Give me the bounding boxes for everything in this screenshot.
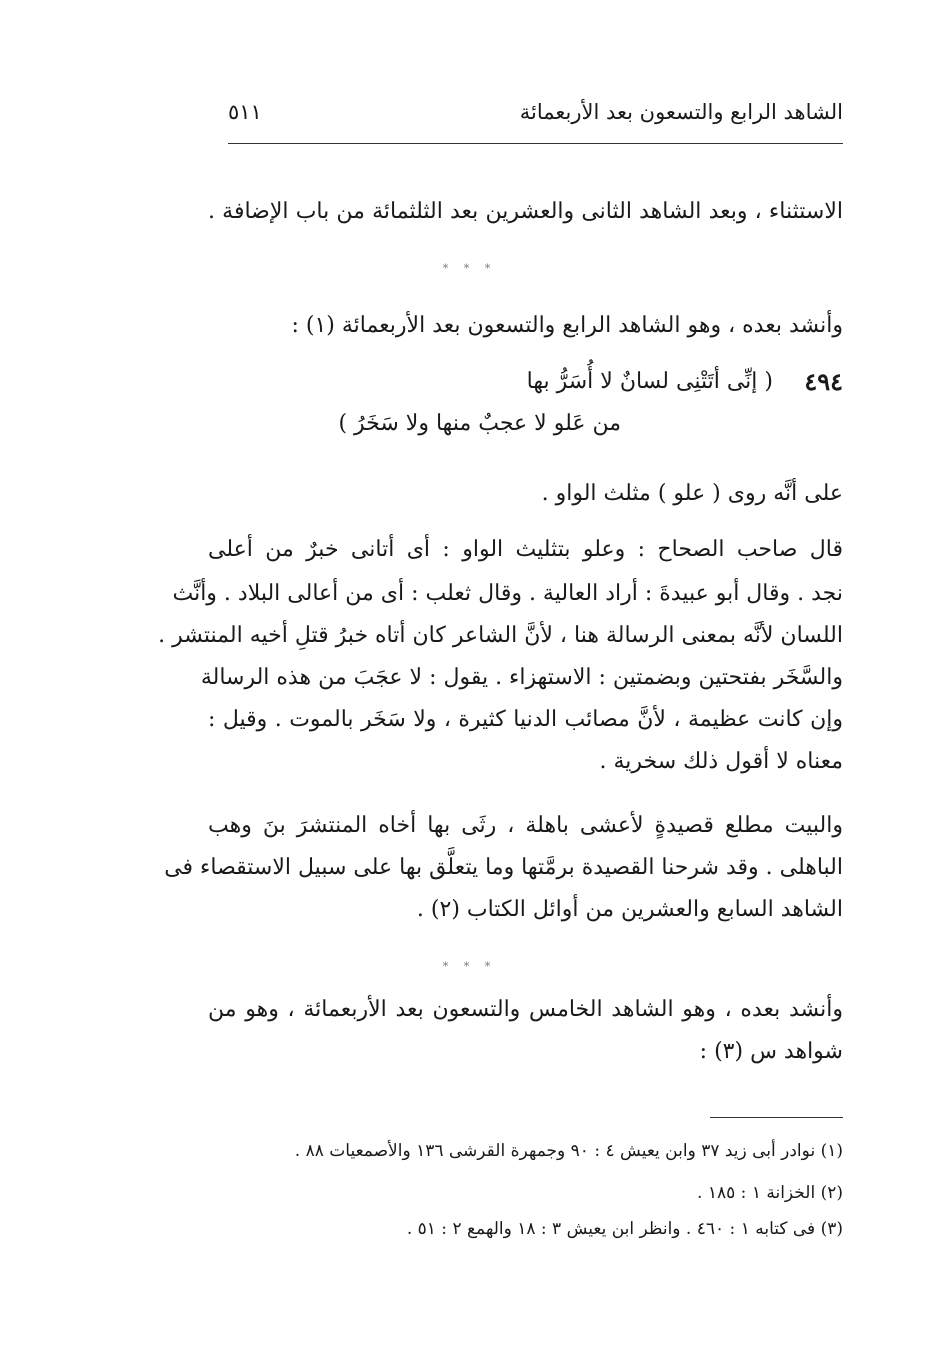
verse-number: ٤٩٤	[804, 367, 843, 396]
footnote-1: (١) نوادر أبى زيد ٣٧ وابن يعيش ٤ : ٩٠ وجمهرة القرشى ١٣٦ والأصمعيات ٨٨ .	[294, 1141, 843, 1161]
page-number: ٥١١	[228, 100, 262, 124]
footnote-rule	[710, 1117, 843, 1118]
paragraph-line: معناه لا أقول ذلك سخرية .	[599, 749, 843, 774]
verse-hemistich-first: ( إنِّى أتَتْنِى لسانٌ لا أُسَرُّ بها	[526, 369, 773, 394]
paragraph-line: والسَّخَر بفتحتين وبضمتين : الاستهزاء . يقول : لا عجَبَ من هذه الرسالة	[200, 665, 843, 690]
paragraph-line: وإن كانت عظيمة ، لأنَّ مصائب الدنيا كثيرة ، ولا سَخَر بالموت . وقيل :	[208, 707, 843, 732]
section-separator: * * *	[442, 262, 497, 275]
paragraph-line: قال صاحب الصحاح : وعلو بتثليث الواو : أى أتانى خبرٌ من أعلى	[208, 537, 843, 562]
running-header	[228, 92, 843, 132]
verse-hemistich-second: من عَلو لا عجبٌ منها ولا سَخَرُ )	[338, 411, 621, 436]
paragraph-line: اللسان لأنَّه بمعنى الرسالة هنا ، لأنَّ الشاعر كان أتاه خبرُ قتلِ أخيه المنتشر .	[158, 623, 843, 648]
paragraph-line: الباهلى . وقد شرحنا القصيدة برمَّتها وما يتعلَّق بها على سبيل الاستقصاء فى	[164, 855, 843, 880]
paragraph-line: شواهد س (٣) :	[699, 1039, 843, 1064]
paragraph-line: وأنشد بعده ، وهو الشاهد الخامس والتسعون بعد الأربعمائة ، وهو من	[208, 997, 843, 1022]
paragraph-line: الشاهد السابع والعشرين من أوائل الكتاب (٢) .	[416, 897, 843, 922]
header-title: الشاهد الرابع والتسعون بعد الأربعمائة	[519, 100, 843, 124]
footnote-2: (٢) الخزانة ١ : ١٨٥ .	[697, 1183, 843, 1203]
paragraph-line: نجد . وقال أبو عبيدةَ : أراد العالية . وقال ثعلب : أى من أعالى البلاد . وأنَّث	[172, 581, 843, 606]
intro-line: الاستثناء ، وبعد الشاهد الثانى والعشرين بعد الثلثمائة من باب الإضافة .	[208, 199, 843, 224]
footnote-3: (٣) فى كتابه ١ : ٤٦٠ . وانظر ابن يعيش ٣ : ١٨ والهمع ٢ : ٥١ .	[406, 1219, 843, 1239]
commentary-line: على أنَّه روى ( علو ) مثلث الواو .	[541, 481, 843, 506]
header-rule	[228, 143, 843, 144]
verse-intro-line: وأنشد بعده ، وهو الشاهد الرابع والتسعون بعد الأربعمائة (١) :	[291, 313, 843, 338]
section-separator: * * *	[442, 960, 497, 973]
paragraph-line: والبيت مطلع قصيدةٍ لأعشى باهلة ، رثَى بها أخاه المنتشرَ بنَ وهب	[208, 813, 843, 838]
